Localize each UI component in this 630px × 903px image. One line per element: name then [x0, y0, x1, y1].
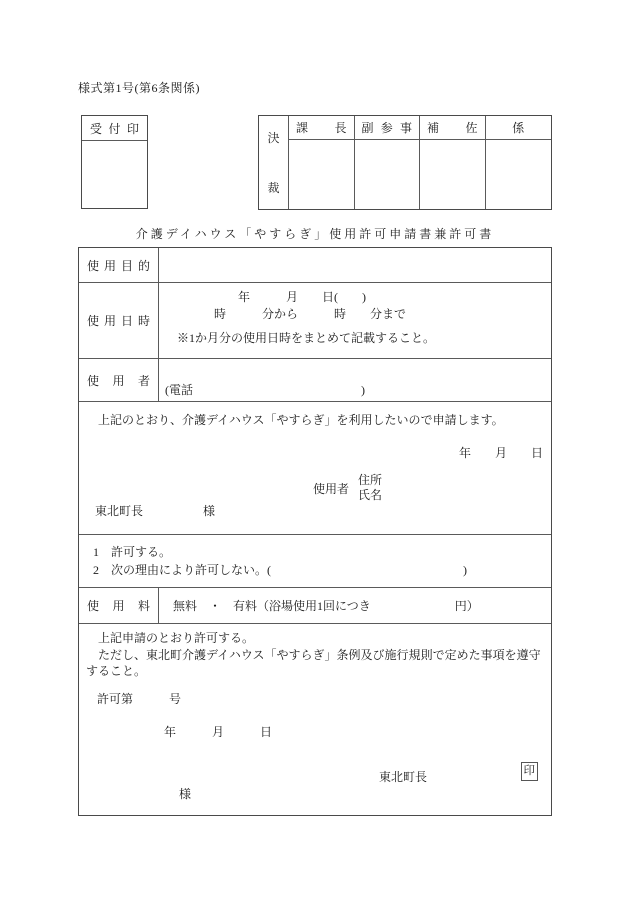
applicant-block — [313, 473, 382, 503]
approval-side-char-top: 決 — [267, 131, 280, 145]
applicant-label: 使用者 — [313, 481, 350, 496]
permit-honorific: 様 — [179, 787, 192, 801]
row-user — [79, 359, 551, 402]
permit-number-line: 許可第 号 — [97, 692, 182, 706]
row-permit — [79, 624, 551, 815]
datetime-time-line: 時 分から 時 分まで — [166, 307, 407, 321]
approval-cell-deputy-counselor — [355, 140, 421, 209]
approval-grid — [289, 116, 551, 209]
receipt-stamp-header — [82, 116, 147, 141]
approval-table — [258, 115, 552, 210]
row-fee — [79, 588, 551, 624]
purpose-label: 使用目的 — [87, 258, 150, 273]
fee-label-cell — [79, 588, 159, 623]
row-application — [79, 402, 551, 535]
seal-mark: 印 — [521, 762, 539, 781]
datetime-content — [159, 283, 551, 358]
applicant-address-label: 住所 — [358, 473, 383, 487]
approval-side-label — [259, 116, 289, 209]
approval-cell-assistant — [420, 140, 486, 209]
permit-statement-1: 上記申請のとおり許可する。 — [86, 631, 255, 645]
receipt-stamp-label: 受付印 — [90, 121, 139, 136]
permit-issuer: 東北町長 — [379, 770, 428, 784]
document-title: 介護デイハウス「やすらぎ」使用許可申請書兼許可書 — [135, 227, 495, 241]
decision-item-permit: 1 許可する。 — [93, 545, 172, 559]
user-label: 使用者 — [87, 373, 150, 388]
applicant-name-label: 氏名 — [358, 488, 383, 502]
fee-content — [159, 588, 551, 623]
datetime-date-line: 年 月 日( ) — [166, 290, 366, 304]
row-purpose — [79, 248, 551, 283]
approval-cell-clerk — [486, 140, 552, 209]
receipt-stamp-area — [82, 141, 147, 208]
fee-label: 使用料 — [87, 599, 150, 613]
approval-header-assistant: 補佐 — [420, 116, 486, 140]
application-statement: 上記のとおり、介護デイハウス「やすらぎ」を利用したいので申請します。 — [86, 413, 504, 427]
user-phone-line: (電話 ) — [165, 383, 365, 397]
approval-side-char-bottom: 裁 — [267, 181, 280, 195]
permit-statement-2: ただし、東北町介護デイハウス「やすらぎ」条例及び施行規則で定めた事項を遵守すること。 — [86, 647, 541, 678]
fee-value-line: 無料 ・ 有料（浴場使用1回につき 円） — [173, 599, 479, 613]
receipt-stamp-box — [81, 115, 148, 209]
row-decision — [79, 535, 551, 588]
main-form-table — [78, 247, 552, 816]
approval-cell-section-chief — [289, 140, 355, 209]
form-number-note: 様式第1号(第6条関係) — [78, 81, 200, 95]
application-date-line: 年 月 日 — [458, 446, 543, 460]
user-label-cell — [79, 359, 159, 401]
approval-header-deputy-counselor: 副参事 — [355, 116, 421, 140]
datetime-label: 使用日時 — [87, 314, 150, 328]
approval-header-section-chief: 課長 — [289, 116, 355, 140]
permit-date-line: 年 月 日 — [164, 725, 273, 739]
user-content — [159, 359, 551, 401]
datetime-label-cell — [79, 283, 159, 358]
approval-header-clerk: 係 — [486, 116, 552, 140]
datetime-note: ※1か月分の使用日時をまとめて記載すること。 — [177, 331, 436, 345]
decision-item-deny: 2 次の理由により許可しない。( ) — [93, 563, 467, 577]
row-datetime — [79, 283, 551, 359]
addressee-line: 東北町長 様 — [95, 504, 216, 518]
purpose-blank-area — [159, 248, 551, 282]
purpose-label-cell — [79, 248, 159, 282]
